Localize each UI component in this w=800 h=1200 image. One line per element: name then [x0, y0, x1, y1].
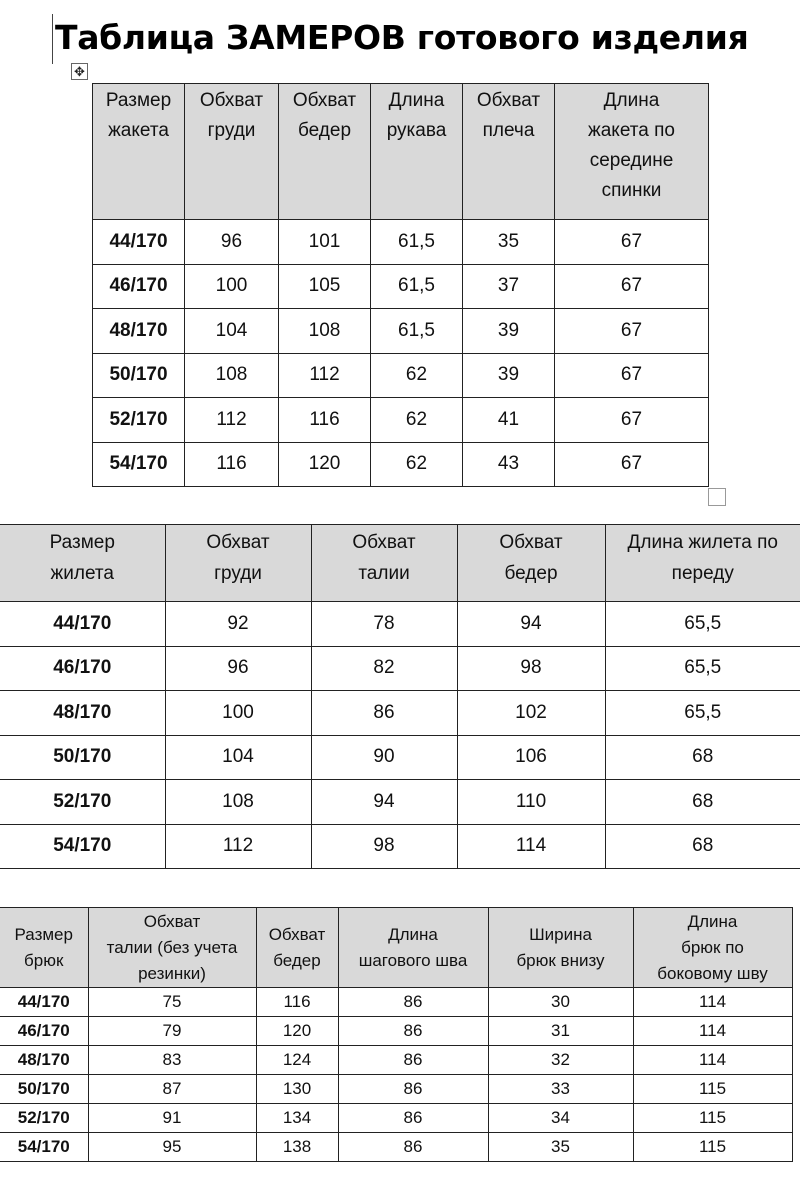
size-cell: 54/170	[0, 824, 165, 869]
table-cell: 94	[457, 602, 605, 647]
table-cell: 83	[88, 1046, 256, 1075]
table-cell: 94	[311, 780, 457, 825]
size-cell: 54/170	[0, 1133, 88, 1162]
table-cell: 100	[165, 691, 311, 736]
table-cell: 115	[633, 1133, 792, 1162]
header-cell: Обхват бедер	[457, 525, 605, 602]
page-title: Таблица ЗАМЕРОВ готового изделия	[55, 18, 749, 57]
table-cell: 32	[488, 1046, 633, 1075]
header-cell: Длина рукава	[371, 84, 463, 220]
size-cell: 46/170	[0, 646, 165, 691]
table-cell: 62	[371, 353, 463, 398]
table-cell: 82	[311, 646, 457, 691]
table-header-row	[0, 908, 792, 988]
size-cell: 54/170	[93, 442, 185, 487]
table-cell: 86	[338, 988, 488, 1017]
size-cell: 50/170	[0, 735, 165, 780]
size-cell: 44/170	[93, 220, 185, 265]
table-row	[0, 1133, 792, 1162]
table-cell: 86	[338, 1104, 488, 1133]
table-cell: 100	[185, 264, 279, 309]
header-cell: Ширина брюк внизу	[488, 908, 633, 988]
header-cell: Размер жакета	[93, 84, 185, 220]
table-row	[0, 735, 800, 780]
size-cell: 46/170	[0, 1017, 88, 1046]
text-cursor	[52, 14, 53, 64]
header-cell: Обхват талии (без учета резинки)	[88, 908, 256, 988]
table-cell: 110	[457, 780, 605, 825]
table-row	[93, 220, 709, 265]
table-cell: 86	[311, 691, 457, 736]
table-cell: 79	[88, 1017, 256, 1046]
table-cell: 68	[605, 735, 800, 780]
header-cell: Размер брюк	[0, 908, 88, 988]
table-row	[0, 1017, 792, 1046]
table-row	[93, 442, 709, 487]
table-cell: 106	[457, 735, 605, 780]
table-cell: 61,5	[371, 264, 463, 309]
table-cell: 98	[311, 824, 457, 869]
table-cell: 67	[555, 442, 709, 487]
table-row	[0, 824, 800, 869]
table-row	[0, 602, 800, 647]
size-cell: 52/170	[0, 1104, 88, 1133]
table-cell: 114	[633, 1046, 792, 1075]
table-cell: 104	[185, 309, 279, 354]
header-cell: Длина брюк по боковому шву	[633, 908, 792, 988]
table-cell: 34	[488, 1104, 633, 1133]
table-cell: 130	[256, 1075, 338, 1104]
table-row	[93, 353, 709, 398]
table-cell: 116	[185, 442, 279, 487]
table-cell: 98	[457, 646, 605, 691]
table-cell: 101	[279, 220, 371, 265]
table-cell: 108	[185, 353, 279, 398]
table-cell: 37	[463, 264, 555, 309]
table-cell: 112	[279, 353, 371, 398]
table-cell: 31	[488, 1017, 633, 1046]
table-cell: 92	[165, 602, 311, 647]
table-cell: 91	[88, 1104, 256, 1133]
header-cell: Обхват груди	[185, 84, 279, 220]
size-cell: 44/170	[0, 988, 88, 1017]
table-cell: 114	[633, 1017, 792, 1046]
table-row	[0, 1104, 792, 1133]
table-cell: 61,5	[371, 309, 463, 354]
header-cell: Обхват бедер	[279, 84, 371, 220]
table-cell: 86	[338, 1046, 488, 1075]
table-cell: 68	[605, 824, 800, 869]
table-cell: 62	[371, 442, 463, 487]
table-cell: 67	[555, 398, 709, 443]
table-cell: 108	[165, 780, 311, 825]
size-cell: 52/170	[0, 780, 165, 825]
table-cell: 112	[185, 398, 279, 443]
table-cell: 86	[338, 1017, 488, 1046]
header-cell: Обхват бедер	[256, 908, 338, 988]
size-cell: 48/170	[0, 1046, 88, 1075]
table-move-handle-icon[interactable]: ✥	[71, 63, 88, 80]
table-resize-handle[interactable]	[708, 488, 726, 506]
table-cell: 67	[555, 220, 709, 265]
table-cell: 138	[256, 1133, 338, 1162]
table-row	[93, 309, 709, 354]
table-cell: 86	[338, 1133, 488, 1162]
size-cell: 52/170	[93, 398, 185, 443]
table-cell: 75	[88, 988, 256, 1017]
size-cell: 46/170	[93, 264, 185, 309]
table-cell: 112	[165, 824, 311, 869]
table-cell: 116	[256, 988, 338, 1017]
header-cell: Длина шагового шва	[338, 908, 488, 988]
table-cell: 96	[165, 646, 311, 691]
table-cell: 39	[463, 353, 555, 398]
table-cell: 67	[555, 264, 709, 309]
header-cell: Длина жакета по середине спинки	[555, 84, 709, 220]
table-cell: 120	[279, 442, 371, 487]
table-cell: 78	[311, 602, 457, 647]
header-cell: Длина жилета по переду	[605, 525, 800, 602]
size-cell: 50/170	[93, 353, 185, 398]
table-row	[0, 691, 800, 736]
table-row	[0, 646, 800, 691]
vest-measurements-table	[0, 524, 800, 869]
table-cell: 39	[463, 309, 555, 354]
size-cell: 44/170	[0, 602, 165, 647]
table-cell: 33	[488, 1075, 633, 1104]
table-cell: 108	[279, 309, 371, 354]
header-cell: Обхват талии	[311, 525, 457, 602]
table-cell: 61,5	[371, 220, 463, 265]
jacket-measurements-table	[92, 83, 709, 487]
table-cell: 41	[463, 398, 555, 443]
table-cell: 95	[88, 1133, 256, 1162]
table-cell: 115	[633, 1104, 792, 1133]
table-row	[0, 1046, 792, 1075]
trousers-measurements-table	[0, 907, 793, 1162]
table-cell: 134	[256, 1104, 338, 1133]
table-cell: 86	[338, 1075, 488, 1104]
table-row	[0, 780, 800, 825]
table-cell: 68	[605, 780, 800, 825]
table-cell: 30	[488, 988, 633, 1017]
table-cell: 116	[279, 398, 371, 443]
table-cell: 105	[279, 264, 371, 309]
table-header-row	[93, 84, 709, 220]
size-cell: 50/170	[0, 1075, 88, 1104]
table-cell: 65,5	[605, 691, 800, 736]
table-row	[0, 1075, 792, 1104]
size-cell: 48/170	[0, 691, 165, 736]
table-cell: 104	[165, 735, 311, 780]
table-cell: 35	[463, 220, 555, 265]
table-row	[93, 398, 709, 443]
header-cell: Обхват груди	[165, 525, 311, 602]
table-cell: 115	[633, 1075, 792, 1104]
header-cell: Обхват плеча	[463, 84, 555, 220]
size-cell: 48/170	[93, 309, 185, 354]
table-cell: 120	[256, 1017, 338, 1046]
table-cell: 114	[633, 988, 792, 1017]
table-header-row	[0, 525, 800, 602]
table-cell: 35	[488, 1133, 633, 1162]
table-cell: 102	[457, 691, 605, 736]
table-cell: 96	[185, 220, 279, 265]
table-cell: 65,5	[605, 646, 800, 691]
table-cell: 90	[311, 735, 457, 780]
table-row	[0, 988, 792, 1017]
table-row	[93, 264, 709, 309]
table-cell: 87	[88, 1075, 256, 1104]
table-cell: 67	[555, 353, 709, 398]
table-cell: 65,5	[605, 602, 800, 647]
table-cell: 62	[371, 398, 463, 443]
table-cell: 124	[256, 1046, 338, 1075]
table-cell: 67	[555, 309, 709, 354]
table-cell: 43	[463, 442, 555, 487]
table-cell: 114	[457, 824, 605, 869]
header-cell: Размер жилета	[0, 525, 165, 602]
